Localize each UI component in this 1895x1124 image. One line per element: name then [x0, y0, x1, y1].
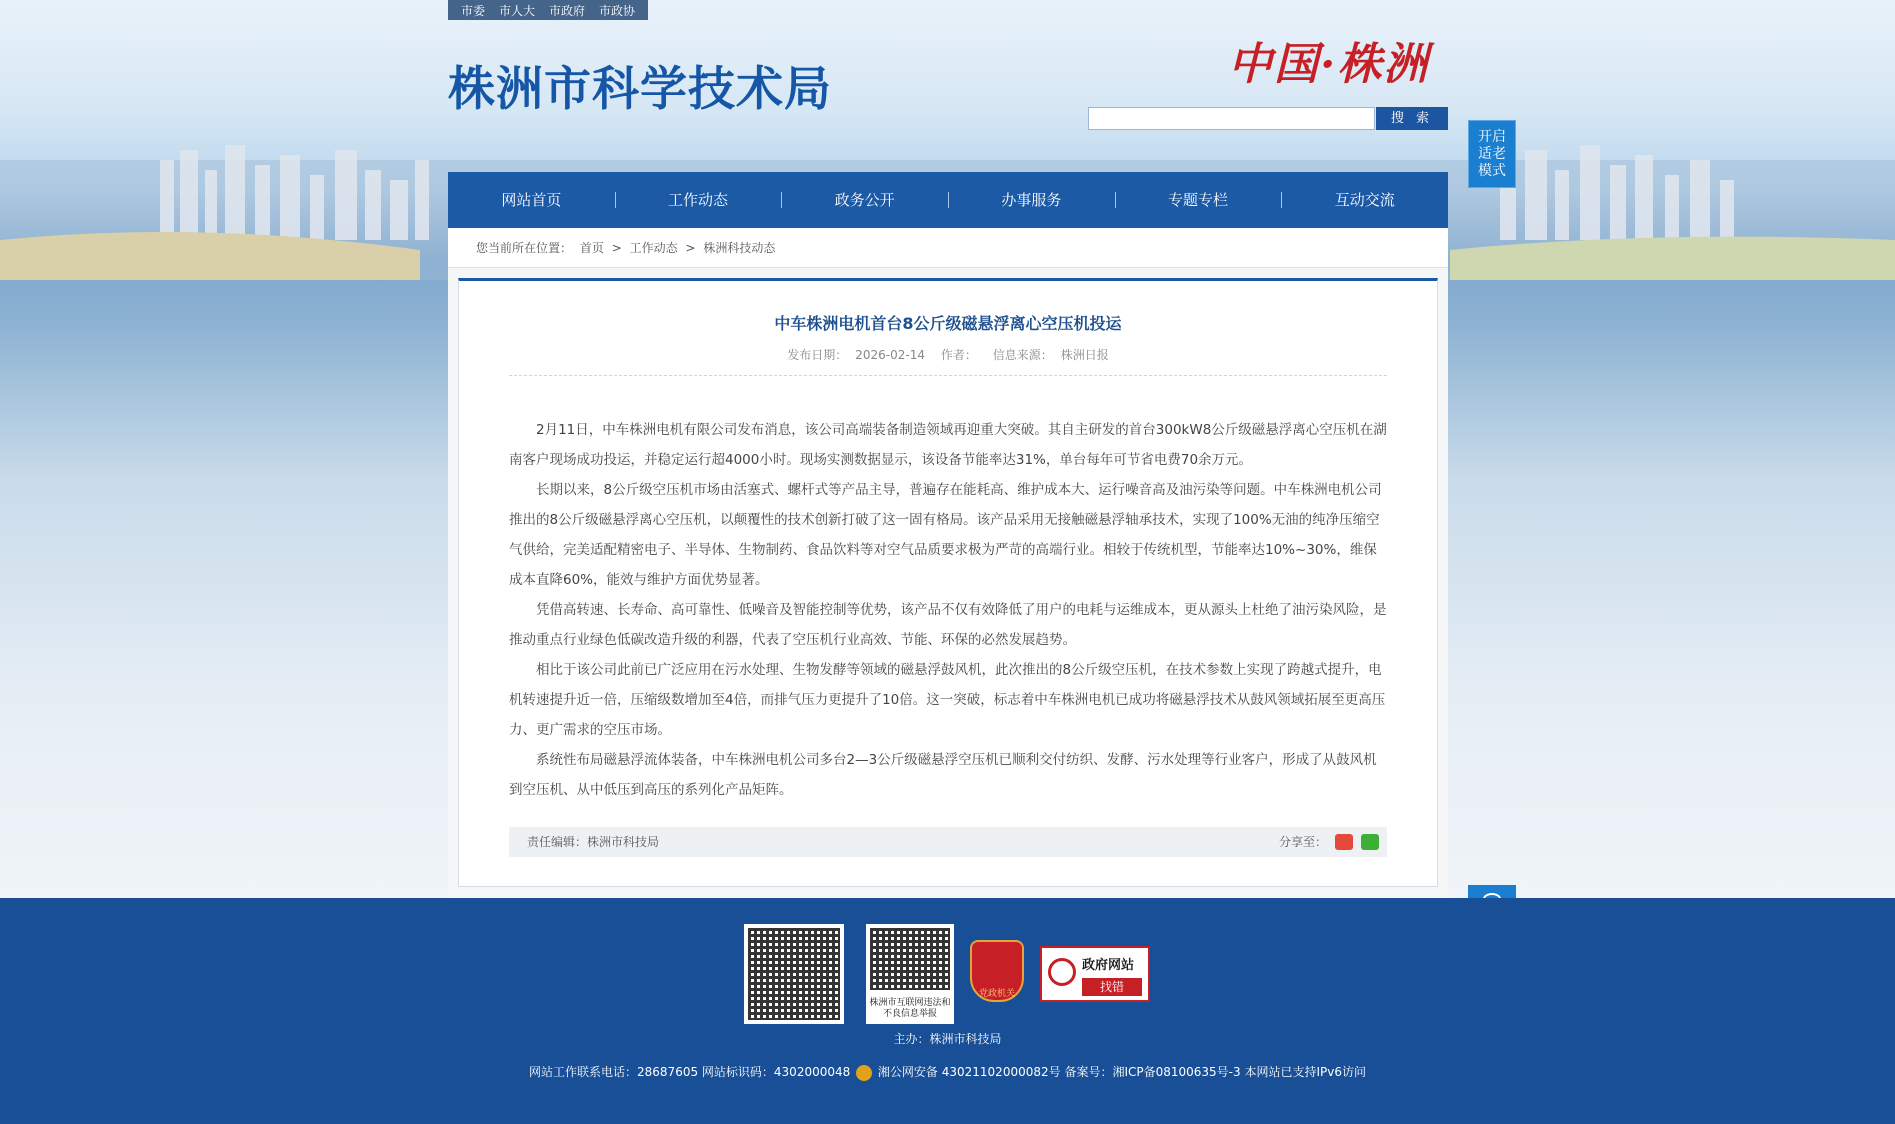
breadcrumb [448, 228, 1448, 268]
source: 株洲日报 [1060, 348, 1109, 362]
main-nav [448, 172, 1448, 228]
qr-report-caption: 株洲市互联网违法和不良信息举报 [869, 998, 951, 1019]
author-label: 作者： [940, 348, 977, 362]
article-title: 中车株洲电机首台8公斤级磁悬浮离心空压机投运 [774, 314, 1122, 333]
top-link-shirenda[interactable]: 市人大 [499, 3, 536, 18]
article-meta [459, 346, 1437, 363]
nav-special-topics[interactable]: 专题专栏 [1115, 172, 1282, 228]
breadcrumb-work-news[interactable]: 工作动态 [629, 241, 678, 255]
qr-code-report [866, 924, 954, 1024]
publish-date: 2026-02-14 [855, 348, 926, 362]
nav-work-news[interactable]: 工作动态 [615, 172, 782, 228]
record-right: 湘公网安备 43021102000082号 备案号：湘ICP备08100635号-3 本网站已支持IPv6访问 [877, 1065, 1366, 1079]
elder-mode-line-2: 适老 [1478, 146, 1506, 162]
wechat-share-icon[interactable] [1361, 834, 1379, 850]
top-link-shizhengxie[interactable]: 市政协 [599, 3, 636, 18]
elder-mode-line-3: 模式 [1478, 163, 1506, 179]
site-logo[interactable]: 株洲市科学技术局 [448, 62, 832, 117]
editor: 株洲市科技局 [587, 835, 660, 849]
breadcrumb-sep: > [611, 241, 622, 255]
paragraph: 2月11日，中车株洲电机有限公司发布消息，该公司高端装备制造领域再迎重大突破。其自主研发的首台300kW8公斤级磁悬浮离心空压机在湖南客户现场成功投运，并稳定运行超4000小时。现场实测数据显示，该设备节能率达31%，单台每年可节省电费70余万元。 [509, 422, 1387, 468]
paragraph: 长期以来，8公斤级空压机市场由活塞式、螺杆式等产品主导，普遍存在能耗高、维护成本大、运行噪音高及油污染等问题。中车株洲电机公司推出的8公斤级磁悬浮离心空压机，以颠覆性的技术创新打破了这一固有格局。该产品采用无接触磁悬浮轴承技术，实现了100%无油的纯净压缩空气供给，完美适配精密电子、半导体、生物制药、食品饮料等对空气品质要求极为严苛的高端行业。相较于传统机型，节能率达10%~30%，维保成本直降60%，能效与维护方面优势显著。 [509, 482, 1382, 588]
nav-gov-affairs[interactable]: 政务公开 [781, 172, 948, 228]
nav-services[interactable]: 办事服务 [948, 172, 1115, 228]
search-input[interactable] [1088, 107, 1375, 130]
footer-record [0, 1063, 1895, 1081]
police-badge-icon [856, 1065, 872, 1081]
search-button[interactable]: 搜 索 [1376, 107, 1448, 130]
nav-interaction[interactable]: 互动交流 [1281, 172, 1448, 228]
share-area [1279, 827, 1379, 857]
top-link-shiwei[interactable]: 市委 [461, 3, 486, 18]
nav-home[interactable]: 网站首页 [501, 191, 562, 209]
breadcrumb-prefix: 您当前所在位置： [476, 241, 573, 255]
footer-host: 主办：株洲市科技局 [893, 1032, 1002, 1046]
share-label: 分享至： [1278, 835, 1327, 849]
breadcrumb-sep: > [685, 241, 696, 255]
paragraph: 凭借高转速、长寿命、高可靠性、低噪音及智能控制等优势，该产品不仅有效降低了用户的电耗与运维成本，更从源头上杜绝了油污染风险，是推动重点行业绿色低碳改造升级的利器，代表了空压机行业高效、节能、环保的必然发展趋势。 [509, 602, 1387, 648]
record-left: 网站工作联系电话：28687605 网站标识码：4302000048 [529, 1065, 851, 1079]
article-body [509, 415, 1387, 805]
elder-mode-line-1: 开启 [1478, 129, 1506, 145]
top-links-bar [448, 0, 648, 20]
article-footer-bar [509, 827, 1387, 857]
paragraph: 系统性布局磁悬浮流体装备，中车株洲电机公司多台2—3公斤级磁悬浮空压机已顺利交付纺织、发酵、污水处理等行业客户，形成了从鼓风机到空压机、从中低压到高压的系列化产品矩阵。 [509, 752, 1377, 798]
weibo-share-icon[interactable] [1335, 834, 1353, 850]
title-divider [509, 375, 1387, 376]
source-label: 信息来源： [992, 348, 1053, 362]
qr-code-wechat [744, 924, 844, 1024]
gov-site-error-report[interactable] [1040, 946, 1150, 1002]
zhaocuo-top: 政府网站 [1082, 958, 1135, 973]
party-gov-badge[interactable]: 党政机关 [970, 940, 1024, 1002]
top-link-shizhengfu[interactable]: 市政府 [549, 3, 586, 18]
date-label: 发布日期： [787, 348, 848, 362]
breadcrumb-current[interactable]: 株洲科技动态 [703, 241, 776, 255]
zhaocuo-bottom: 找错 [1082, 978, 1142, 996]
article [458, 278, 1438, 887]
china-zhuzhou-calligraphy-logo: 中国·株洲 [1228, 39, 1430, 90]
magnifier-icon [1048, 958, 1076, 986]
editor-label: 责任编辑： [527, 835, 588, 849]
elder-mode-button[interactable] [1468, 120, 1516, 188]
breadcrumb-home[interactable]: 首页 [579, 241, 604, 255]
paragraph: 相比于该公司此前已广泛应用在污水处理、生物发酵等领域的磁悬浮鼓风机，此次推出的8公斤级空压机，在技术参数上实现了跨越式提升，电机转速提升近一倍，压缩级数增加至4倍，而排气压力更提升了10倍。这一突破，标志着中车株洲电机已成功将磁悬浮技术从鼓风领域拓展至更高压力、更广需求的空压市场。 [509, 662, 1386, 738]
